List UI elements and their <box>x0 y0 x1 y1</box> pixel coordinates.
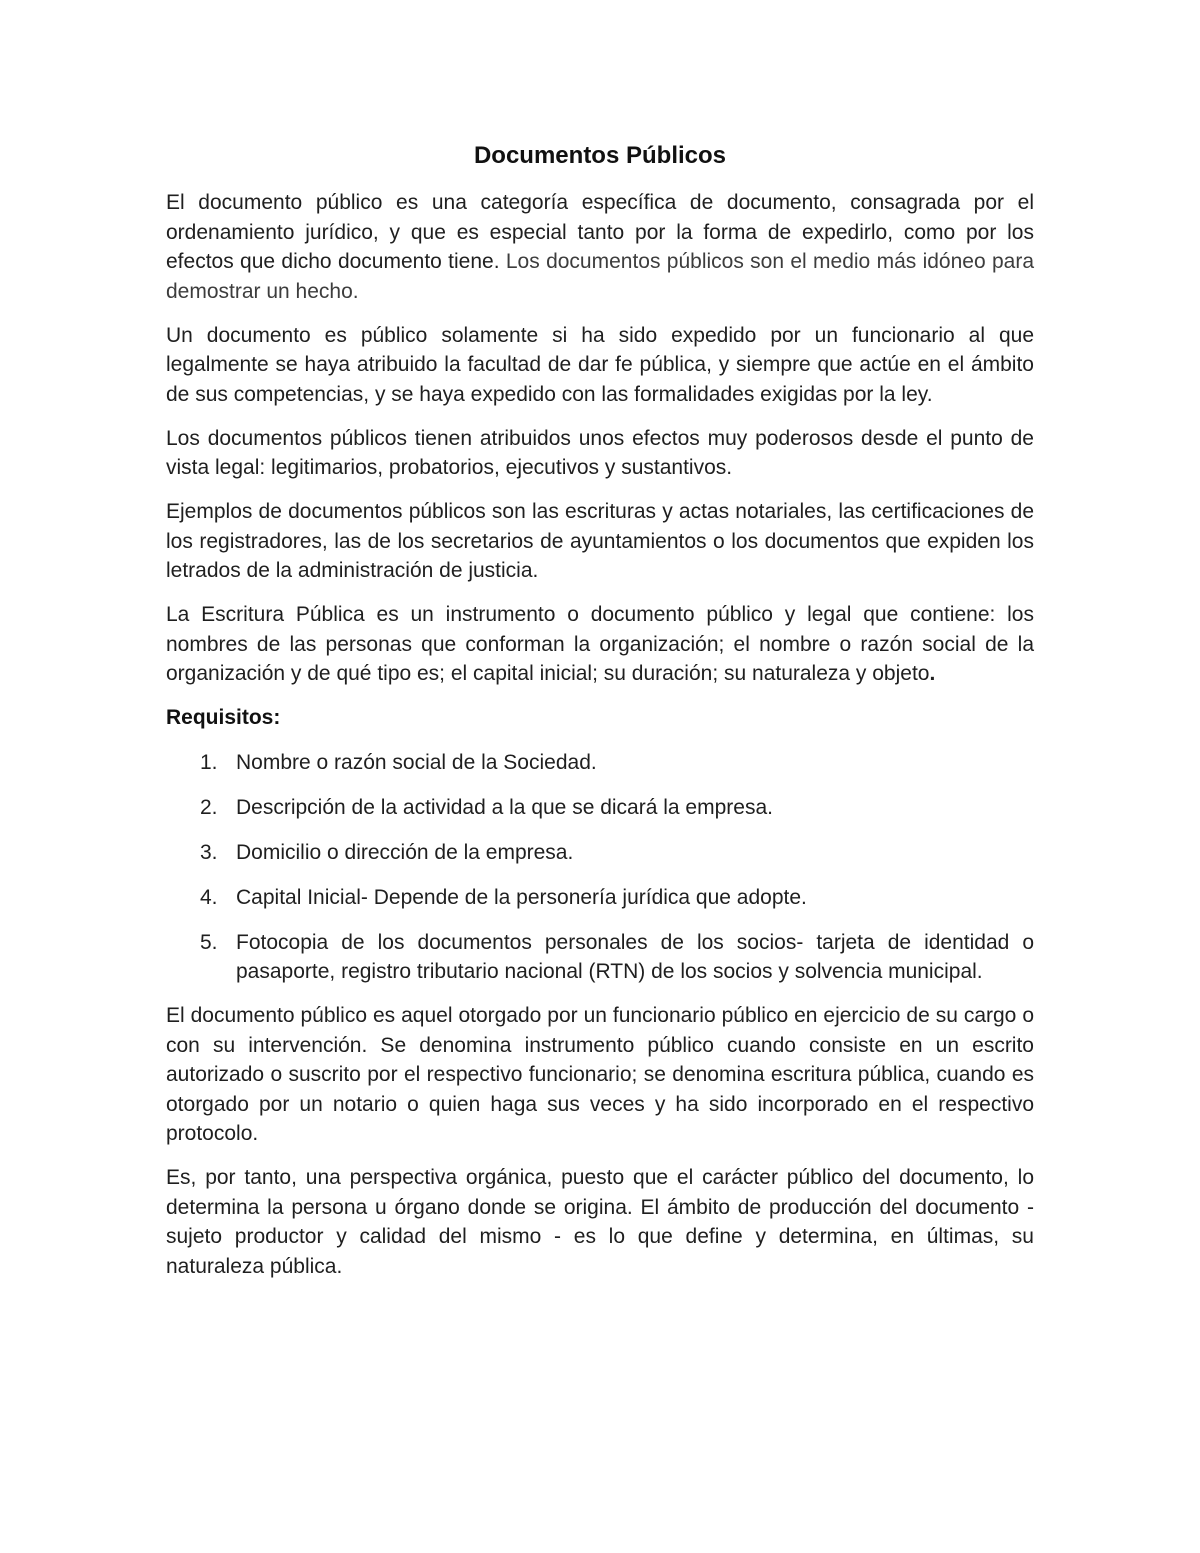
list-item-number: 1. <box>200 750 218 774</box>
list-item <box>166 838 1034 868</box>
list-item-number: 2. <box>200 795 218 819</box>
document-title: Documentos Públicos <box>473 142 727 169</box>
list-item-text: Capital Inicial- Depende de la personería jurídica que adopte. <box>236 885 807 909</box>
paragraph-definition-continuation: Los documentos públicos son el medio más idóneo para demostrar un hecho. <box>166 250 1034 303</box>
list-item-text: Descripción de la actividad a la que se dicará la empresa. <box>236 795 773 819</box>
list-item <box>166 928 1034 987</box>
requirements-heading: Requisitos: <box>166 706 281 729</box>
paragraph-public-condition: Un documento es público solamente si ha sido expedido por un funcionario al que legalmente se haya atribuido la facultad de dar fe pública, y siempre que actúe en el ámbito de sus competencias, y se haya expedido con las formalidades exigidas por la ley. <box>166 323 1034 406</box>
paragraph-escritura-publica-period: . <box>929 662 936 685</box>
list-item <box>166 883 1034 913</box>
list-item <box>166 793 1034 823</box>
list-item-number: 3. <box>200 840 218 864</box>
paragraph-effects: Los documentos públicos tienen atribuidos unos efectos muy poderosos desde el punto de vista legal: legitimarios, probatorios, ejecutivos y sustantivos. <box>166 426 1034 479</box>
list-item-number: 5. <box>200 930 218 954</box>
list-item-number: 4. <box>200 885 218 909</box>
document-page <box>166 138 1034 1281</box>
list-item <box>166 748 1034 778</box>
paragraph-public-document-definition: El documento público es aquel otorgado por un funcionario público en ejercicio de su cargo o con su intervención. Se denomina instrumento público cuando consiste en un escrito autorizado o suscrito por el respectivo funcionario; se denomina escritura pública, cuando es otorgado por un notario o quien haga sus veces y ha sido incorporado en el respectivo protocolo. <box>166 1004 1034 1145</box>
list-item-text: Nombre o razón social de la Sociedad. <box>236 750 597 774</box>
paragraph-definition-text: El documento público es una categoría específica de documento, consagrada por el ordenamiento jurídico, y que es especial tanto por la forma de expedirlo, como por los efectos que dicho documento tiene. <box>166 191 1034 273</box>
requirements-list <box>166 748 1034 987</box>
paragraph-organic-perspective: Es, por tanto, una perspectiva orgánica, puesto que el carácter público del documento, lo determina la persona u órgano donde se origina. El ámbito de producción del documento - sujeto productor y calidad del mismo - es lo que define y determina, en últimas, su naturaleza pública. <box>166 1166 1034 1278</box>
paragraph-definition <box>166 188 1034 306</box>
list-item-text: Domicilio o dirección de la empresa. <box>236 840 574 864</box>
paragraph-escritura-publica <box>166 600 1034 689</box>
list-item-text: Fotocopia de los documentos personales de los socios- tarjeta de identidad o pasaporte, registro tributario nacional (RTN) de los socios y solvencia municipal. <box>236 930 1034 983</box>
paragraph-examples: Ejemplos de documentos públicos son las escrituras y actas notariales, las certificaciones de los registradores, las de los secretarios de ayuntamientos o los documentos que expiden los letrados de la administración de justicia. <box>166 500 1034 582</box>
paragraph-escritura-publica-text: La Escritura Pública es un instrumento o documento público y legal que contiene: los nombres de las personas que conforman la organización; el nombre o razón social de la organización y de qué tipo es; el capital inicial; su duración; su naturaleza y objeto <box>166 603 1034 685</box>
